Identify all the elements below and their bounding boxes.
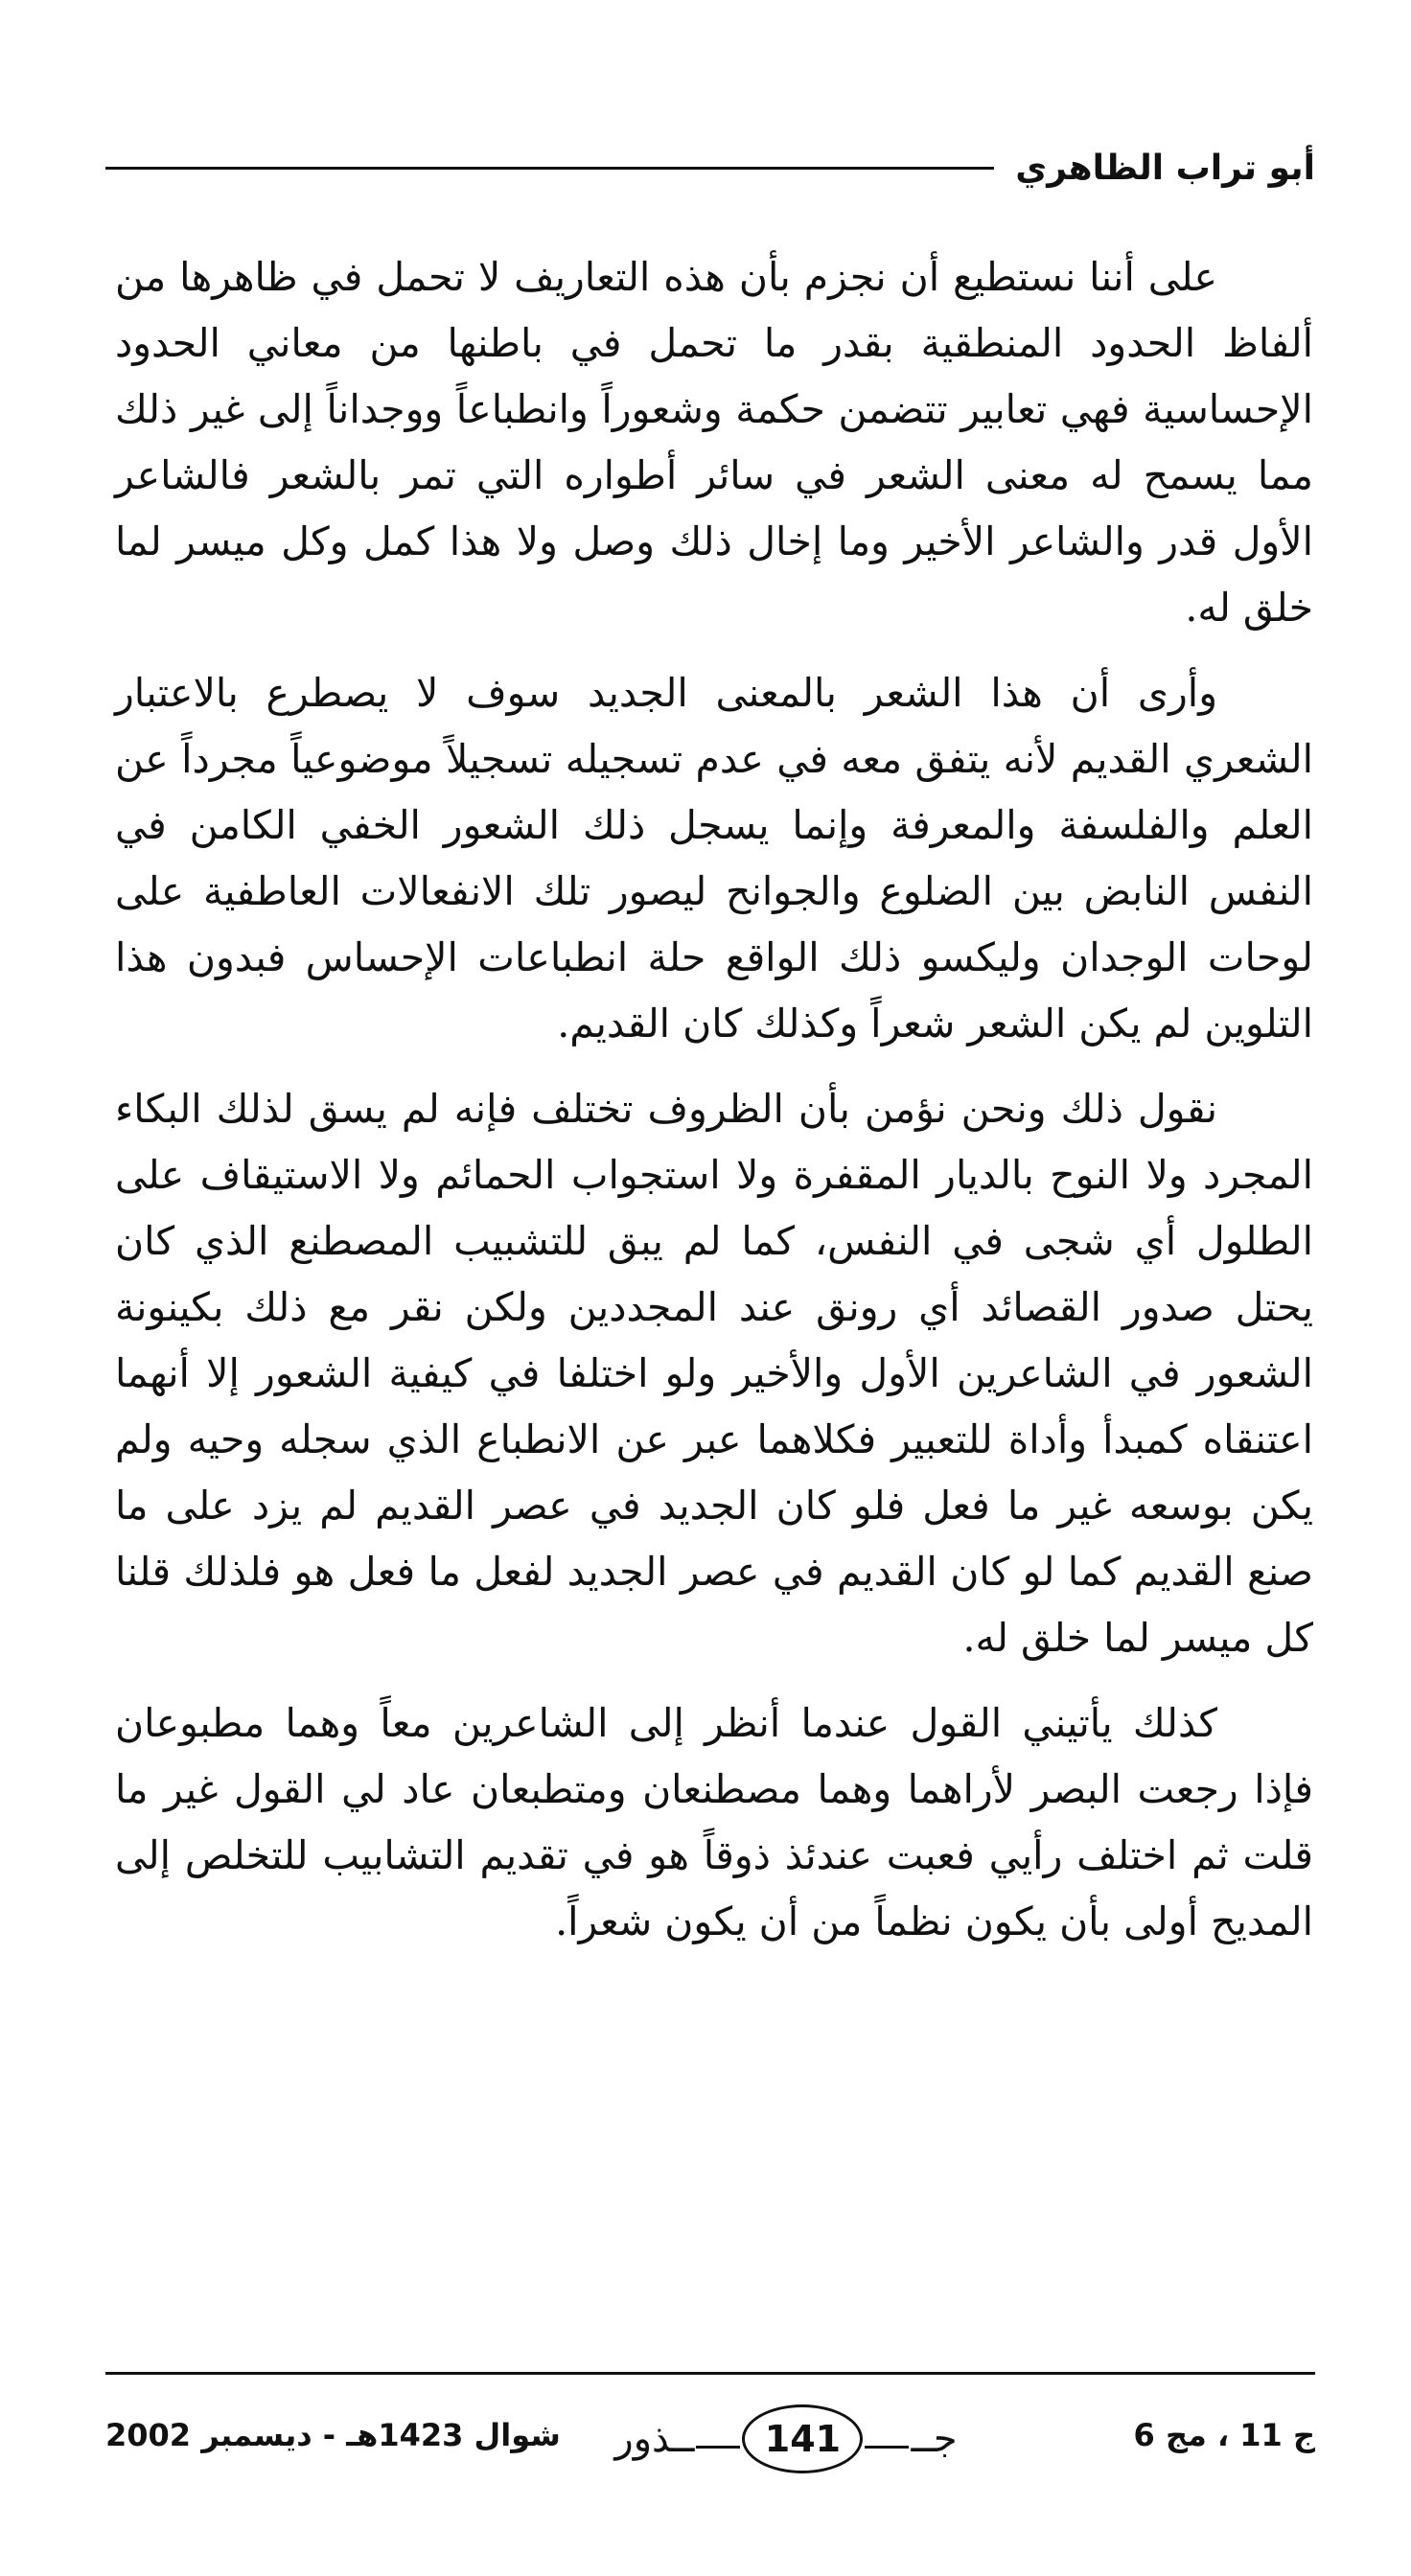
article-body [115, 244, 1313, 1974]
page-number: 141 [742, 2404, 863, 2473]
magazine-name-part: جــ [911, 2417, 958, 2461]
magazine-connector-line [696, 2446, 740, 2449]
page-header [105, 134, 1315, 201]
footer-rule [105, 2372, 1315, 2375]
page-footer [105, 2396, 1315, 2482]
paragraph: نقول ذلك ونحن نؤمن بأن الظروف تختلف فإنه لم يسق لذلك البكاء المجرد ولا النوح بالديار المقفرة ولا استجواب الحمائم ولا الاستيقاف على الطلول أي شجى في النفس، كما لم يبق للتشبيب المصطنع الذي كان يحتل صدور القصائد أي رونق عند المجددين ولكن نقر مع ذلك بكينونة الشعور في الشاعرين الأول والأخير ولو اختلفا في كيفية الشعور إلا أنهما اعتنقاه كمبدأ وأداة للتعبير فكلاهما عبر عن الانطباع الذي سجله وحيه ولم يكن بوسعه غير ما فعل فلو كان الجديد في عصر القديم لم يزد على ما صنع القديم كما لو كان القديم في عصر الجديد لفعل ما فعل هو فلذلك قلنا كل ميسر لما خلق له. [115, 1086, 1313, 1661]
header-rule [105, 167, 994, 170]
footer-volume: ج 11 ، مج 6 [1133, 2417, 1315, 2453]
paragraph: على أننا نستطيع أن نجزم بأن هذه التعاريف لا تحمل في ظاهرها من ألفاظ الحدود المنطقية بقدر ما تحمل في باطنها من معاني الحدود الإحساسية فهي تعابير تتضمن حكمة وشعوراً وانطباعاً ووجداناً إلى غير ذلك مما يسمح له معنى الشعر في سائر أطواره التي تمر بالشعر فالشاعر الأول قدر والشاعر الأخير وما إخال ذلك وصل ولا هذا كمل وكل ميسر لما خلق له. [115, 254, 1313, 631]
footer-date: شوال 1423هـ - ديسمبر 2002 [105, 2417, 561, 2453]
paragraph: كذلك يأتيني القول عندما أنظر إلى الشاعرين معاً وهما مطبوعان فإذا رجعت البصر لأراهما وهما مصطنعان ومتطبعان عاد لي القول غير ما قلت ثم اختلف رأيي فعبت عندئذ ذوقاً هو في تقديم التشابيب للتخلص إلى المديح أولى بأن يكون نظماً من أن يكون شعراً. [115, 1700, 1313, 1944]
header-author: أبو تراب الظاهري [1015, 148, 1315, 188]
magazine-connector-line [865, 2446, 909, 2449]
paragraph: وأرى أن هذا الشعر بالمعنى الجديد سوف لا يصطرع بالاعتبار الشعري القديم لأنه يتفق معه في عدم تسجيله تسجيلاً موضوعياً مجرداً عن العلم والفلسفة والمعرفة وإنما يسجل ذلك الشعور الخفي الكامن في النفس النابض بين الضلوع والجوانح ليصور تلك الانفعالات العاطفية على لوحات الوجدان وليكسو ذلك الواقع حلة انطباعات الإحساس فبدون هذا التلوين لم يكن الشعر شعراً وكذلك كان القديم. [115, 670, 1313, 1046]
magazine-name-part: ــذور [614, 2417, 695, 2461]
footer-magazine-logo [613, 2396, 959, 2482]
